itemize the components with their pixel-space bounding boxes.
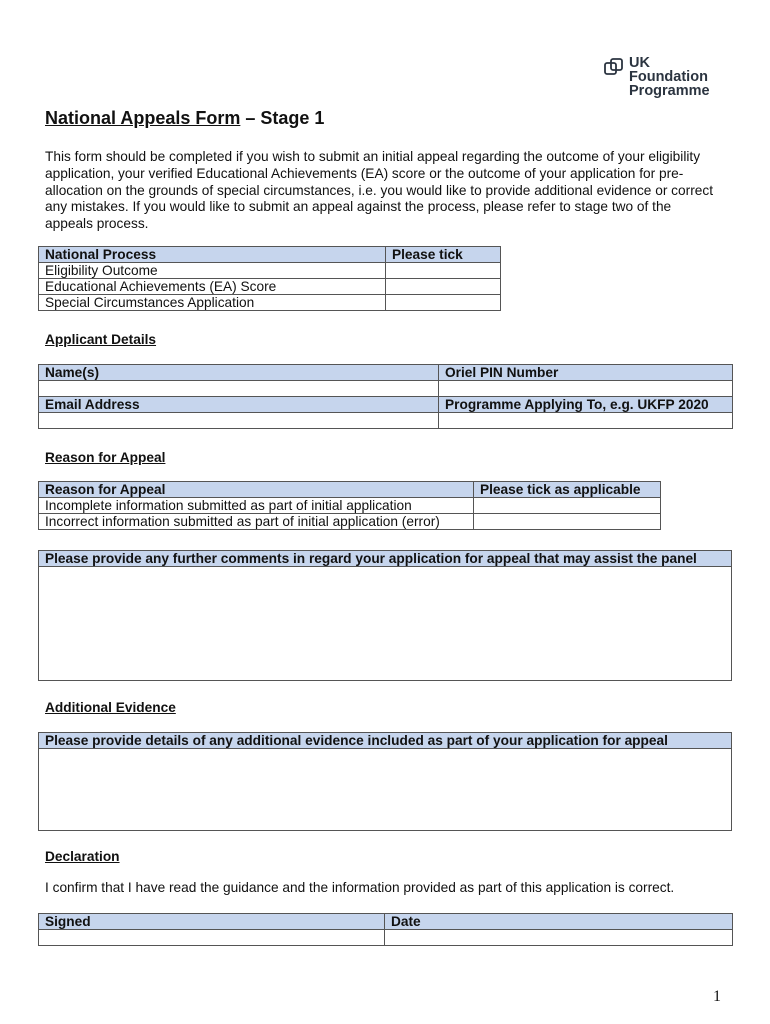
process-option-eligibility: Eligibility Outcome — [39, 263, 386, 279]
intro-line: any mistakes. If you would like to submit an appeal against the process, please refer to stage two of the — [45, 199, 672, 215]
national-process-header: National Process — [39, 247, 386, 263]
national-process-table — [38, 246, 501, 311]
signed-label: Signed — [39, 914, 385, 930]
declaration-text: I confirm that I have read the guidance and the information provided as part of this application is correct. — [45, 880, 675, 895]
tick-as-applicable-header: Please tick as applicable — [474, 482, 661, 498]
further-comments-table — [38, 550, 732, 681]
reason-for-appeal-heading: Reason for Appeal — [45, 450, 166, 465]
logo-line-uk: UK — [629, 55, 650, 71]
programme-applying-label: Programme Applying To, e.g. UKFP 2020 — [439, 397, 733, 413]
declaration-heading: Declaration — [45, 849, 120, 864]
tick-box-ea-score[interactable] — [386, 279, 501, 295]
tick-box-special-circumstances[interactable] — [386, 295, 501, 311]
email-address-label: Email Address — [39, 397, 439, 413]
tick-box-incorrect[interactable] — [474, 514, 661, 530]
oriel-pin-label: Oriel PIN Number — [439, 365, 733, 381]
reason-option-incomplete: Incomplete information submitted as part of initial application — [39, 498, 474, 514]
programme-applying-field[interactable] — [439, 413, 733, 429]
logo-line-foundation: Foundation — [629, 69, 708, 85]
additional-evidence-header: Please provide details of any additional evidence included as part of your application for appeal — [39, 733, 732, 749]
intro-paragraph — [45, 149, 735, 233]
intro-line: This form should be completed if you wish to submit an initial appeal regarding the outcome of your eligibility — [45, 149, 701, 164]
uk-foundation-programme-logo — [604, 56, 724, 100]
further-comments-header: Please provide any further comments in regard your application for appeal that may assist the panel — [39, 551, 732, 567]
reason-for-appeal-table — [38, 481, 661, 530]
intro-line: allocation on the grounds of special circumstances, i.e. you would like to provide additional evidence or correct — [45, 182, 714, 198]
logo-mark-icon — [604, 58, 626, 80]
tick-box-incomplete[interactable] — [474, 498, 661, 514]
process-option-ea-score: Educational Achievements (EA) Score — [39, 279, 386, 295]
logo-text — [629, 56, 710, 98]
page-title — [45, 108, 324, 129]
applicant-details-heading: Applicant Details — [45, 332, 157, 347]
email-address-field[interactable] — [39, 413, 439, 429]
additional-evidence-heading: Additional Evidence — [45, 700, 176, 715]
date-label: Date — [385, 914, 733, 930]
tick-box-eligibility[interactable] — [386, 263, 501, 279]
names-label: Name(s) — [39, 365, 439, 381]
intro-line: appeals process. — [45, 216, 149, 232]
date-field[interactable] — [385, 930, 733, 946]
reason-header: Reason for Appeal — [39, 482, 474, 498]
further-comments-field[interactable] — [39, 567, 732, 681]
applicant-details-table — [38, 364, 733, 429]
oriel-pin-field[interactable] — [439, 381, 733, 397]
reason-option-incorrect: Incorrect information submitted as part of initial application (error) — [39, 514, 474, 530]
page-number: 1 — [713, 988, 721, 1005]
title-main: National Appeals Form — [45, 108, 241, 128]
names-field[interactable] — [39, 381, 439, 397]
please-tick-header: Please tick — [386, 247, 501, 263]
process-option-special-circumstances: Special Circumstances Application — [39, 295, 386, 311]
signature-table — [38, 913, 733, 946]
additional-evidence-field[interactable] — [39, 749, 732, 831]
signed-field[interactable] — [39, 930, 385, 946]
intro-line: application, your verified Educational Achievements (EA) score or the outcome of your application for pre- — [45, 165, 684, 181]
logo-line-programme: Programme — [629, 83, 710, 99]
title-stage: – Stage 1 — [240, 108, 325, 128]
additional-evidence-table — [38, 732, 732, 831]
